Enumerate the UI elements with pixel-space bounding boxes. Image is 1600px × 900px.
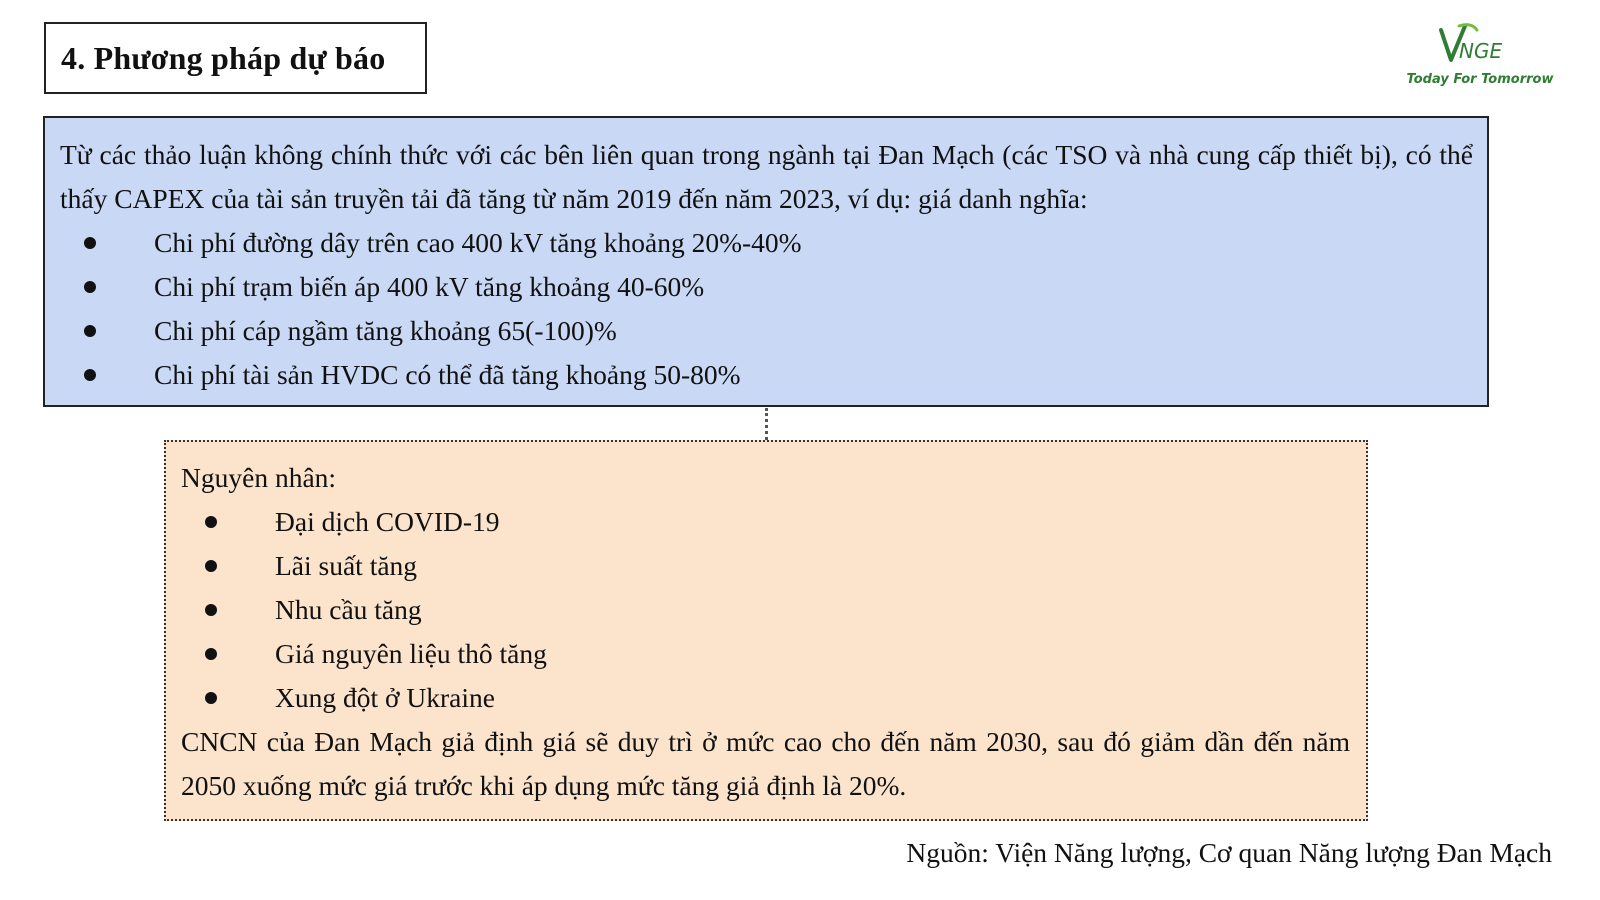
list-item-text: Chi phí tài sản HVDC có thể đã tăng khoảng 50-80% xyxy=(154,359,741,390)
bullet-icon xyxy=(205,604,217,616)
list-item-text: Chi phí đường dây trên cao 400 kV tăng khoảng 20%-40% xyxy=(154,227,802,258)
vnge-logo xyxy=(1405,20,1555,95)
bullet-icon xyxy=(205,560,217,572)
list-item-text: Xung đột ở Ukraine xyxy=(275,682,495,713)
list-item-text: Chi phí trạm biến áp 400 kV tăng khoảng 40-60% xyxy=(154,271,705,302)
svg-text:NGE: NGE xyxy=(1459,39,1503,63)
dotted-connector xyxy=(765,408,768,440)
bullet-icon xyxy=(84,325,96,337)
bullet-icon xyxy=(84,237,96,249)
causes-heading: Nguyên nhân: xyxy=(181,462,337,493)
bullet-icon xyxy=(84,281,96,293)
bullet-icon xyxy=(205,692,217,704)
list-item xyxy=(60,265,1473,309)
list-item-text: Chi phí cáp ngầm tăng khoảng 65(-100)% xyxy=(154,315,617,346)
list-item xyxy=(181,500,1350,544)
capex-intro-text: Từ các thảo luận không chính thức với các bên liên quan trong ngành tại Đan Mạch (các TSO và nhà cung cấp thiết bị), có thể thấy CAPEX của tài sản truyền tải đã tăng từ năm 2019 đến năm 2023, ví dụ: giá danh nghĩa: xyxy=(60,139,1473,214)
list-item-text: Nhu cầu tăng xyxy=(275,594,422,625)
source-citation: Nguồn: Viện Năng lượng, Cơ quan Năng lượng Đan Mạch xyxy=(906,837,1552,868)
list-item xyxy=(181,588,1350,632)
list-item-text: Đại dịch COVID-19 xyxy=(275,506,500,537)
list-item xyxy=(181,544,1350,588)
list-item-text: Lãi suất tăng xyxy=(275,550,418,581)
list-item xyxy=(181,632,1350,676)
list-item-text: Giá nguyên liệu thô tăng xyxy=(275,638,547,669)
bullet-icon xyxy=(205,516,217,528)
slide-title-text: 4. Phương pháp dự báo xyxy=(61,39,386,76)
causes-box xyxy=(164,440,1368,821)
capex-item-list xyxy=(60,221,1473,397)
causes-item-list xyxy=(181,500,1350,720)
list-item xyxy=(60,353,1473,397)
logo-tagline: Today For Tomorrow xyxy=(1406,72,1554,87)
causes-conclusion-text: CNCN của Đan Mạch giả định giá sẽ duy trì ở mức cao cho đến năm 2030, sau đó giảm dần đến năm 2050 xuống mức giá trước khi áp dụng mức tăng giả định là 20%. xyxy=(181,726,1350,801)
vnge-logo-mark xyxy=(1437,22,1517,64)
capex-increase-box xyxy=(43,116,1489,407)
list-item xyxy=(60,221,1473,265)
bullet-icon xyxy=(205,648,217,660)
bullet-icon xyxy=(84,369,96,381)
list-item xyxy=(60,309,1473,353)
list-item xyxy=(181,676,1350,720)
slide-title xyxy=(44,22,427,94)
